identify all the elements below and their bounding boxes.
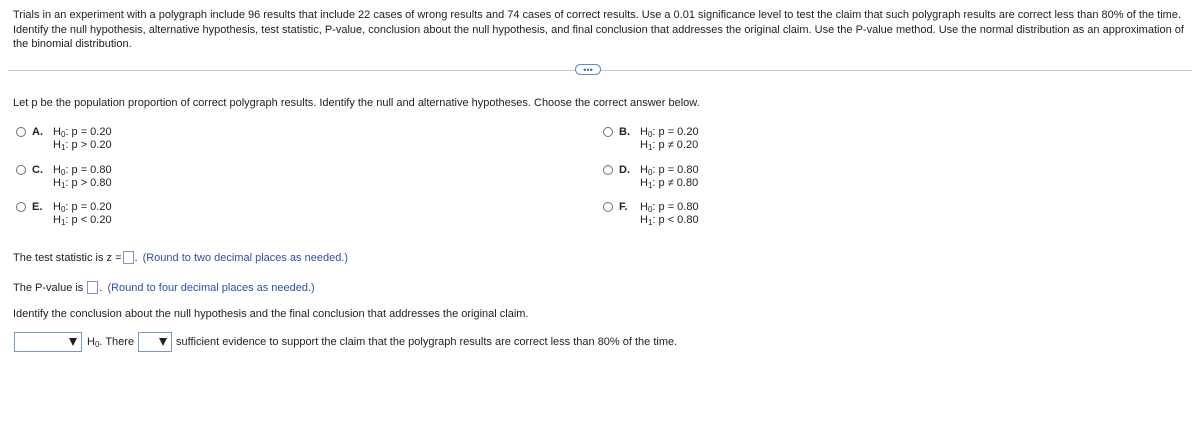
test-statistic-label: The test statistic is z = [13,252,122,264]
question-text: Trials in an experiment with a polygraph include 96 results that include 22 cases of wrong results and 74 cases of correct results. Use a 0.01 significance level to test the claim that such polygraph results are correct less than 80% of the time. Identify the null hypothesis, alternative hypothesis, test statistic, P-value, conclusion about the null hypothesis, and final conclusion that addresses the original claim. Use the P-value method. Use the normal distribution as an approximation of the binomial distribution. [13,9,1184,50]
option-letter: C. [32,164,43,176]
radio-button[interactable] [16,202,26,212]
radio-button[interactable] [603,127,613,137]
test-statistic-input[interactable] [123,251,134,264]
h0-there-label: $H_0$. There [87,336,135,349]
alt-value: p > 0.20 [71,139,112,151]
null-value: p = 0.80 [658,201,699,213]
alt-hypothesis: $H_1$: p < 0.20 [53,214,112,227]
alt-hypothesis: $H_1$: p ≠ 0.20 [640,139,699,152]
option-letter: D. [619,164,630,176]
alt-hypothesis: $H_1$: p < 0.80 [640,214,699,227]
p-value-line [13,281,315,294]
null-value: p = 0.20 [71,201,112,213]
null-value: p = 0.20 [658,126,699,138]
null-hypothesis: $H_0$: p = 0.80 [640,164,699,177]
period: . [134,252,138,264]
option-letter: E. [32,201,43,213]
alt-value: p > 0.80 [71,177,112,189]
alt-value: p ≠ 0.80 [658,177,699,189]
option-letter: F. [619,201,628,213]
option-letter: A. [32,126,43,138]
option-letter: B. [619,126,630,138]
null-hypothesis: $H_0$: p = 0.20 [640,126,699,139]
rounding-hint: (Round to four decimal places as needed.) [107,282,315,294]
test-statistic-line [13,251,348,264]
null-hypothesis: $H_0$: p = 0.80 [53,164,112,177]
p-value-input[interactable] [87,281,98,294]
null-value: p = 0.20 [71,126,112,138]
radio-button[interactable] [16,165,26,175]
null-value: p = 0.80 [658,164,699,176]
alt-value: p < 0.80 [658,214,699,226]
null-value: p = 0.80 [71,164,112,176]
conclusion-prompt: Identify the conclusion about the null hypothesis and the final conclusion that addresses the original claim. [13,308,529,320]
evidence-dropdown[interactable] [138,332,172,352]
dropdown-arrow-icon [69,338,77,346]
there-text: . There [99,336,135,348]
p-value-label: The P-value is [13,282,84,294]
alt-hypothesis: $H_1$: p > 0.20 [53,139,112,152]
alt-value: p < 0.20 [71,214,112,226]
radio-button[interactable] [603,202,613,212]
null-hypothesis: $H_0$: p = 0.20 [53,201,112,214]
radio-button[interactable] [603,165,613,175]
hypothesis-prompt: Let p be the population proportion of correct polygraph results. Identify the null and alternative hypotheses. Choose the correct answer below. [13,97,700,109]
alt-hypothesis: $H_1$: p > 0.80 [53,177,112,190]
period: . [99,282,103,294]
reject-decision-dropdown[interactable] [14,332,82,352]
expand-more-button[interactable]: ••• [575,64,601,75]
null-hypothesis: $H_0$: p = 0.20 [53,126,112,139]
alt-hypothesis: $H_1$: p ≠ 0.80 [640,177,699,190]
dropdown-arrow-icon [159,338,167,346]
conclusion-tail-text: sufficient evidence to support the claim that the polygraph results are correct less than 80% of the time. [176,336,678,348]
null-hypothesis: $H_0$: p = 0.80 [640,201,699,214]
alt-value: p ≠ 0.20 [658,139,699,151]
radio-button[interactable] [16,127,26,137]
rounding-hint: (Round to two decimal places as needed.) [142,252,349,264]
